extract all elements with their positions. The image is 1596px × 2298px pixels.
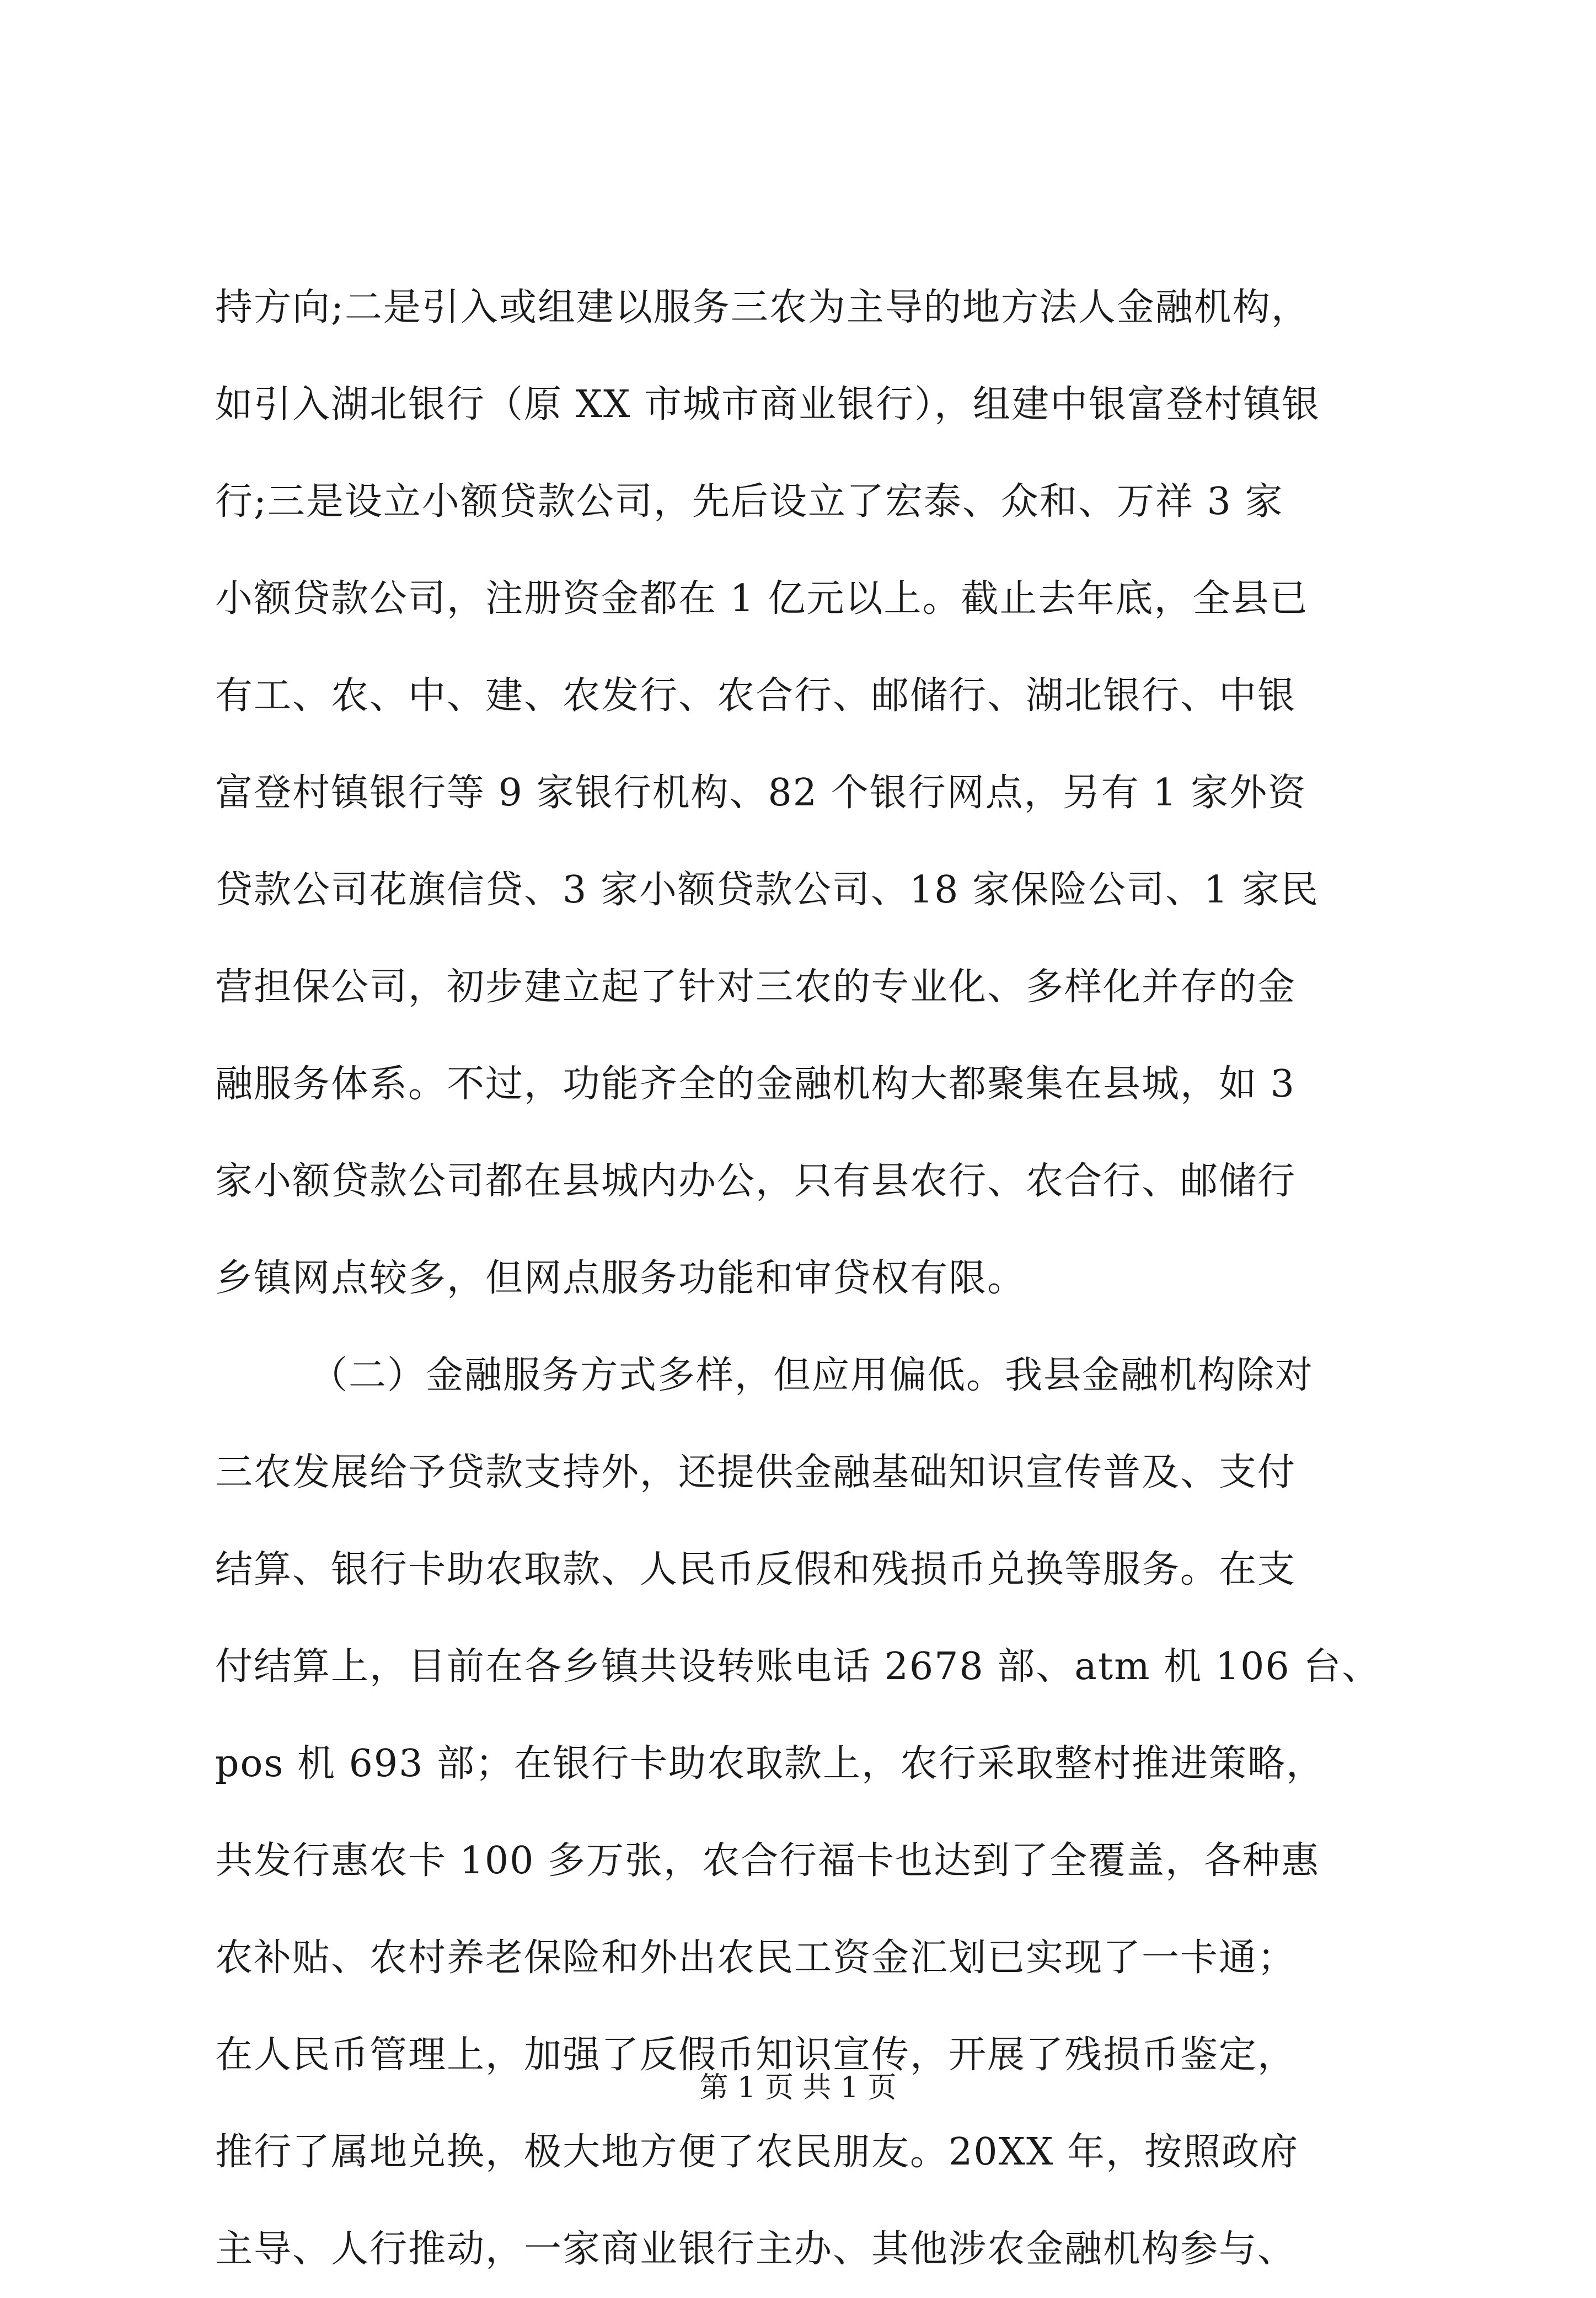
text-line: pos 机 693 部；在银行卡助农取款上，农行采取整村推进策略， xyxy=(215,1742,1325,1786)
text-line: 主导、人行推动，一家商业银行主办、其他涉农金融机构参与、 xyxy=(215,2227,1297,2271)
text-line: 三农发展给予贷款支持外，还提供金融基础知识宣传普及、支付 xyxy=(215,1451,1297,1494)
text-line: 乡镇网点较多，但网点服务功能和审贷权有限。 xyxy=(215,1257,1026,1300)
text-line: 富登村镇银行等 9 家银行机构、82 个银行网点，另有 1 家外资 xyxy=(215,771,1307,815)
text-line: 如引入湖北银行（原 XX 市城市商业银行），组建中银富登村镇银 xyxy=(215,383,1321,426)
text-line: 付结算上，目前在各乡镇共设转账电话 2678 部、atm 机 106 台、 xyxy=(215,1645,1381,1688)
section-heading-line: （二）金融服务方式多样，但应用偏低。我县金融机构除对 xyxy=(310,1354,1314,1397)
body-text xyxy=(215,259,1395,2298)
page-footer: 第 1 页 共 1 页 xyxy=(699,2071,897,2104)
text-line: 共发行惠农卡 100 多万张，农合行福卡也达到了全覆盖，各种惠 xyxy=(215,1839,1320,1883)
text-line: 行;三是设立小额贷款公司，先后设立了宏泰、众和、万祥 3 家 xyxy=(215,480,1284,523)
text-line: 融服务体系。不过，功能齐全的金融机构大都聚集在县城，如 3 xyxy=(215,1062,1295,1106)
text-line: 贷款公司花旗信贷、3 家小额贷款公司、18 家保险公司、1 家民 xyxy=(215,868,1319,912)
text-line: 家小额贷款公司都在县城内办公，只有县农行、农合行、邮储行 xyxy=(215,1159,1297,1203)
text-line: 农补贴、农村养老保险和外出农民工资金汇划已实现了一卡通； xyxy=(215,1936,1297,1980)
text-line: 结算、银行卡助农取款、人民币反假和残损币兑换等服务。在支 xyxy=(215,1548,1297,1591)
text-line: 推行了属地兑换，极大地方便了农民朋友。20XX 年，按照政府 xyxy=(215,2130,1299,2174)
text-line: 营担保公司，初步建立起了针对三农的专业化、多样化并存的金 xyxy=(215,965,1297,1009)
text-line: 小额贷款公司，注册资金都在 1 亿元以上。截止去年底，全县已 xyxy=(215,577,1309,621)
text-line: 有工、农、中、建、农发行、农合行、邮储行、湖北银行、中银 xyxy=(215,674,1297,718)
text-line: 在人民币管理上，加强了反假币知识宣传，开展了残损币鉴定， xyxy=(215,2033,1297,2077)
text-line: 持方向;二是引入或组建以服务三农为主导的地方法人金融机构， xyxy=(215,286,1310,329)
